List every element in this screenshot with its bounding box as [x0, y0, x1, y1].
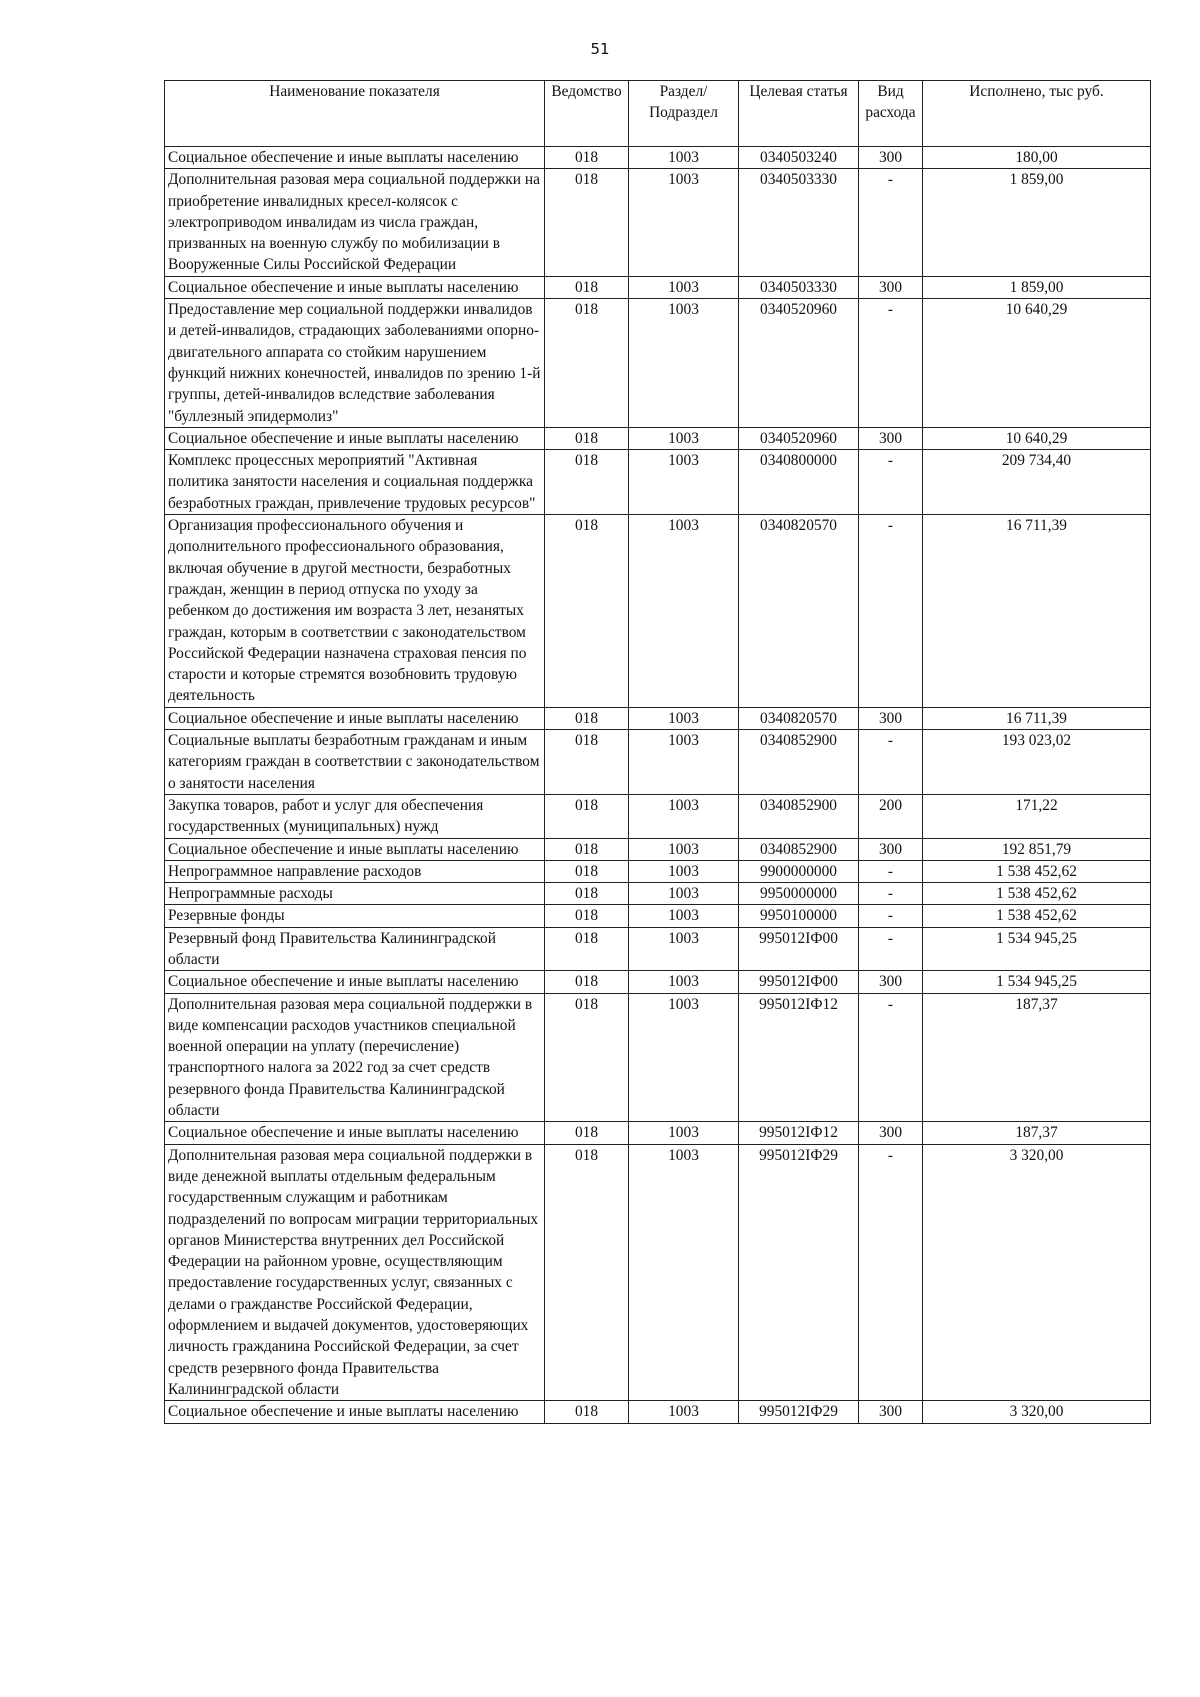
cell-department: 018 [545, 515, 629, 708]
header-row [165, 81, 1151, 147]
cell-expense-type: - [859, 450, 923, 515]
table-row [165, 993, 1151, 1122]
cell-name: Социальное обеспечение и иные выплаты населению [165, 971, 545, 993]
cell-section: 1003 [629, 707, 739, 729]
cell-section: 1003 [629, 730, 739, 795]
cell-target-article: 0340820570 [739, 515, 859, 708]
cell-target-article: 9900000000 [739, 860, 859, 882]
cell-section: 1003 [629, 450, 739, 515]
table-row [165, 883, 1151, 905]
cell-name: Социальное обеспечение и иные выплаты населению [165, 707, 545, 729]
cell-section: 1003 [629, 905, 739, 927]
table-row [165, 730, 1151, 795]
cell-department: 018 [545, 1144, 629, 1401]
cell-department: 018 [545, 838, 629, 860]
cell-name: Резервный фонд Правительства Калининградской области [165, 927, 545, 971]
cell-amount: 16 711,39 [923, 707, 1151, 729]
cell-target-article: 0340503330 [739, 276, 859, 298]
table-row [165, 927, 1151, 971]
table-row [165, 971, 1151, 993]
cell-section: 1003 [629, 276, 739, 298]
cell-name: Социальное обеспечение и иные выплаты населению [165, 1401, 545, 1423]
cell-department: 018 [545, 450, 629, 515]
table-row [165, 838, 1151, 860]
cell-expense-type: 200 [859, 794, 923, 838]
cell-name: Предоставление мер социальной поддержки инвалидов и детей-инвалидов, страдающих заболеваниями опорно-двигательного аппарата со стойким нарушением функций нижних конечностей, инвалидов по зрению 1-й группы, детей-инвалидов вследствие заболевания "буллезный эпидермолиз" [165, 299, 545, 428]
cell-name: Социальное обеспечение и иные выплаты населению [165, 1122, 545, 1144]
cell-name: Социальное обеспечение и иные выплаты населению [165, 147, 545, 169]
table-row [165, 905, 1151, 927]
cell-section: 1003 [629, 971, 739, 993]
cell-name: Организация профессионального обучения и дополнительного профессионального образования, включая обучение в другой местности, безработных граждан, женщин в период отпуска по уходу за ребенком до достижения им возраста 3 лет, незанятых граждан, которым в соответствии с законодательством Российской Федерации назначена страховая пенсия по старости и которые стремятся возобновить трудовую деятельность [165, 515, 545, 708]
cell-target-article: 0340852900 [739, 838, 859, 860]
cell-amount: 3 320,00 [923, 1144, 1151, 1401]
cell-amount: 187,37 [923, 1122, 1151, 1144]
cell-name: Непрограммные расходы [165, 883, 545, 905]
cell-name: Социальное обеспечение и иные выплаты населению [165, 427, 545, 449]
cell-amount: 1 538 452,62 [923, 860, 1151, 882]
cell-department: 018 [545, 971, 629, 993]
cell-amount: 171,22 [923, 794, 1151, 838]
cell-target-article: 0340800000 [739, 450, 859, 515]
cell-name: Закупка товаров, работ и услуг для обеспечения государственных (муниципальных) нужд [165, 794, 545, 838]
table-row [165, 515, 1151, 708]
cell-expense-type: - [859, 515, 923, 708]
cell-department: 018 [545, 927, 629, 971]
cell-amount: 1 538 452,62 [923, 883, 1151, 905]
cell-section: 1003 [629, 883, 739, 905]
cell-section: 1003 [629, 794, 739, 838]
cell-expense-type: - [859, 860, 923, 882]
cell-section: 1003 [629, 1122, 739, 1144]
cell-expense-type: - [859, 927, 923, 971]
cell-target-article: 995012ІФ29 [739, 1401, 859, 1423]
cell-section: 1003 [629, 147, 739, 169]
cell-section: 1003 [629, 515, 739, 708]
cell-target-article: 0340503240 [739, 147, 859, 169]
cell-name: Социальное обеспечение и иные выплаты населению [165, 838, 545, 860]
cell-section: 1003 [629, 427, 739, 449]
cell-target-article: 0340852900 [739, 794, 859, 838]
cell-amount: 180,00 [923, 147, 1151, 169]
cell-amount: 10 640,29 [923, 299, 1151, 428]
cell-section: 1003 [629, 993, 739, 1122]
cell-target-article: 0340820570 [739, 707, 859, 729]
cell-amount: 1 534 945,25 [923, 927, 1151, 971]
table-row [165, 427, 1151, 449]
cell-amount: 1 859,00 [923, 169, 1151, 276]
cell-target-article: 995012ІФ29 [739, 1144, 859, 1401]
cell-name: Непрограммное направление расходов [165, 860, 545, 882]
cell-target-article: 9950100000 [739, 905, 859, 927]
cell-target-article: 0340520960 [739, 299, 859, 428]
cell-section: 1003 [629, 860, 739, 882]
cell-amount: 16 711,39 [923, 515, 1151, 708]
table-row [165, 450, 1151, 515]
cell-amount: 1 534 945,25 [923, 971, 1151, 993]
cell-target-article: 0340503330 [739, 169, 859, 276]
budget-execution-table [164, 80, 1151, 1424]
table-row [165, 794, 1151, 838]
cell-expense-type: - [859, 169, 923, 276]
cell-expense-type: - [859, 730, 923, 795]
cell-amount: 10 640,29 [923, 427, 1151, 449]
cell-department: 018 [545, 730, 629, 795]
cell-amount: 1 859,00 [923, 276, 1151, 298]
header-department: Ведомство [545, 81, 629, 147]
cell-section: 1003 [629, 299, 739, 428]
cell-section: 1003 [629, 1144, 739, 1401]
table-row [165, 860, 1151, 882]
cell-expense-type: 300 [859, 1122, 923, 1144]
cell-department: 018 [545, 427, 629, 449]
cell-department: 018 [545, 794, 629, 838]
cell-section: 1003 [629, 169, 739, 276]
cell-expense-type: 300 [859, 838, 923, 860]
cell-amount: 193 023,02 [923, 730, 1151, 795]
cell-amount: 3 320,00 [923, 1401, 1151, 1423]
header-expense-type: Вид расхода [859, 81, 923, 147]
header-target-article: Целевая статья [739, 81, 859, 147]
cell-expense-type: - [859, 883, 923, 905]
cell-expense-type: 300 [859, 147, 923, 169]
cell-target-article: 0340852900 [739, 730, 859, 795]
table-row [165, 1401, 1151, 1423]
cell-department: 018 [545, 883, 629, 905]
cell-expense-type: - [859, 1144, 923, 1401]
cell-amount: 209 734,40 [923, 450, 1151, 515]
cell-amount: 1 538 452,62 [923, 905, 1151, 927]
cell-department: 018 [545, 905, 629, 927]
cell-department: 018 [545, 276, 629, 298]
cell-target-article: 995012ІФ12 [739, 1122, 859, 1144]
header-section: Раздел/ Подраздел [629, 81, 739, 147]
table-row [165, 707, 1151, 729]
cell-expense-type: 300 [859, 971, 923, 993]
cell-department: 018 [545, 1122, 629, 1144]
cell-expense-type: 300 [859, 1401, 923, 1423]
cell-name: Социальное обеспечение и иные выплаты населению [165, 276, 545, 298]
table-row [165, 1122, 1151, 1144]
table-row [165, 1144, 1151, 1401]
cell-target-article: 995012ІФ00 [739, 927, 859, 971]
cell-section: 1003 [629, 927, 739, 971]
table-body [165, 147, 1151, 1424]
cell-section: 1003 [629, 1401, 739, 1423]
cell-target-article: 0340520960 [739, 427, 859, 449]
cell-expense-type: 300 [859, 276, 923, 298]
cell-amount: 192 851,79 [923, 838, 1151, 860]
table-row [165, 147, 1151, 169]
cell-department: 018 [545, 993, 629, 1122]
cell-section: 1003 [629, 838, 739, 860]
table-header [165, 81, 1151, 147]
cell-name: Социальные выплаты безработным гражданам и иным категориям граждан в соответствии с законодательством о занятости населения [165, 730, 545, 795]
cell-name: Комплекс процессных мероприятий "Активная политика занятости населения и социальная поддержка безработных граждан, привлечение трудовых ресурсов" [165, 450, 545, 515]
cell-amount: 187,37 [923, 993, 1151, 1122]
cell-department: 018 [545, 1401, 629, 1423]
cell-target-article: 995012ІФ12 [739, 993, 859, 1122]
cell-expense-type: - [859, 993, 923, 1122]
table-row [165, 299, 1151, 428]
cell-name: Дополнительная разовая мера социальной поддержки в виде компенсации расходов участников специальной военной операции на уплату (перечисление) транспортного налога за 2022 год за счет средств резервного фонда Правительства Калининградской области [165, 993, 545, 1122]
cell-name: Дополнительная разовая мера социальной поддержки в виде денежной выплаты отдельным федеральным государственным служащим и работникам подразделений по вопросам миграции территориальных органов Министерства внутренних дел Российской Федерации на районном уровне, осуществляющим предоставление государственных услуг, связанных с делами о гражданстве Российской Федерации, оформлением и выдачей документов, удостоверяющих личность гражданина Российской Федерации, за счет средств резервного фонда Правительства Калининградской области [165, 1144, 545, 1401]
table-row [165, 169, 1151, 276]
cell-name: Резервные фонды [165, 905, 545, 927]
table-row [165, 276, 1151, 298]
cell-expense-type: 300 [859, 427, 923, 449]
cell-department: 018 [545, 860, 629, 882]
cell-target-article: 9950000000 [739, 883, 859, 905]
cell-expense-type: 300 [859, 707, 923, 729]
page-number: 51 [590, 40, 610, 58]
cell-expense-type: - [859, 905, 923, 927]
cell-department: 018 [545, 299, 629, 428]
cell-department: 018 [545, 169, 629, 276]
cell-department: 018 [545, 707, 629, 729]
cell-expense-type: - [859, 299, 923, 428]
cell-target-article: 995012ІФ00 [739, 971, 859, 993]
cell-department: 018 [545, 147, 629, 169]
header-name: Наименование показателя [165, 81, 545, 147]
header-amount: Исполнено, тыс руб. [923, 81, 1151, 147]
cell-name: Дополнительная разовая мера социальной поддержки на приобретение инвалидных кресел-колясок с электроприводом инвалидам из числа граждан, призванных на военную службу по мобилизации в Вооруженные Силы Российской Федерации [165, 169, 545, 276]
